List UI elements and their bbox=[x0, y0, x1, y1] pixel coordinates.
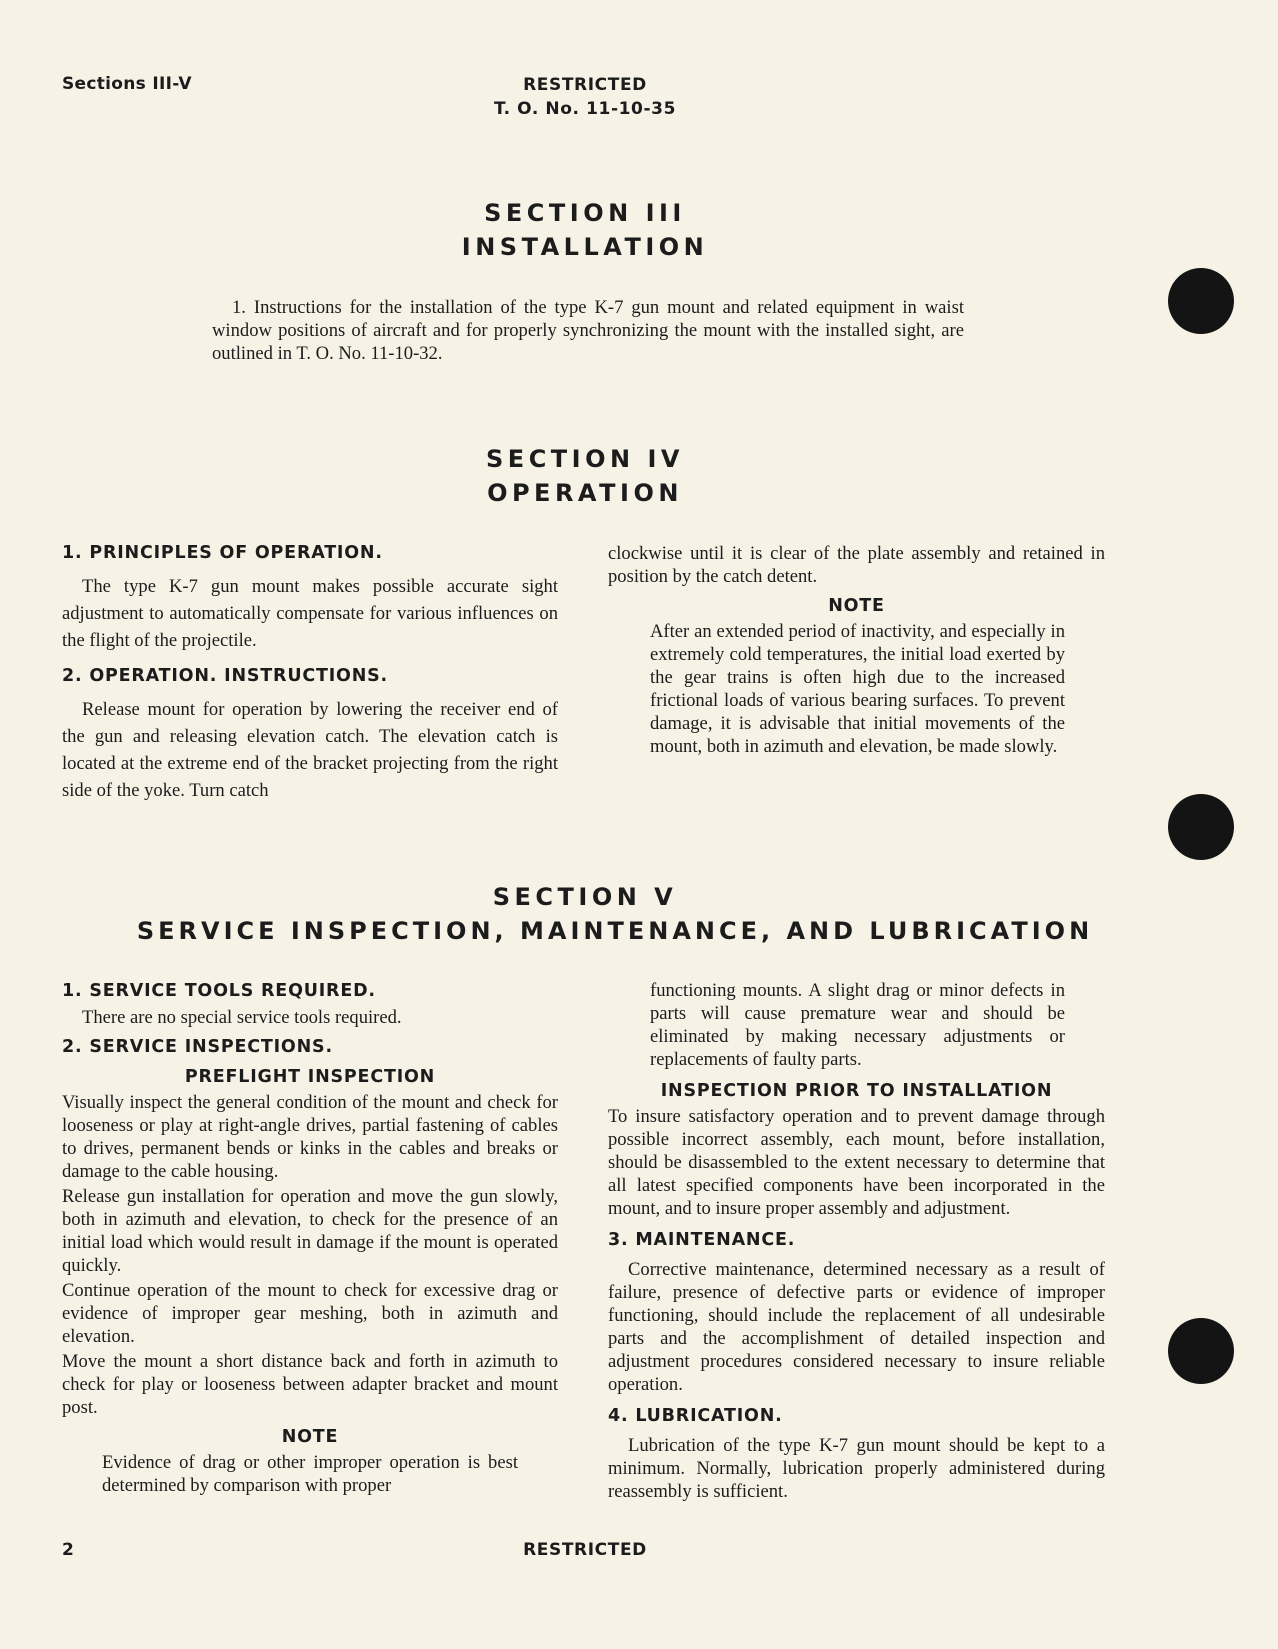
service-tools-paragraph: There are no special service tools required. bbox=[82, 1007, 402, 1028]
preflight-inspection-heading: PREFLIGHT INSPECTION bbox=[184, 1067, 436, 1087]
operation-instructions-paragraph: Release mount for operation by lowering the receiver end of the gun and releasing elevation catch. The elevation catch is located at the extreme end of the bracket projecting from the right side of the yoke. Turn catch bbox=[62, 699, 558, 801]
classification-footer: RESTRICTED bbox=[523, 1540, 647, 1560]
binder-hole-top bbox=[1168, 268, 1234, 334]
operation-instructions-continued: clockwise until it is clear of the plate assembly and retained in position by the catch detent. bbox=[608, 543, 1105, 587]
preflight-paragraph-4: Move the mount a short distance back and forth in azimuth to check for play or looseness between adapter bracket and mount post. bbox=[62, 1351, 558, 1418]
section-3-number: SECTION III bbox=[484, 199, 686, 227]
section-3-heading bbox=[0, 196, 1170, 264]
section-4-number: SECTION IV bbox=[486, 445, 684, 473]
section-5-left-column bbox=[62, 979, 558, 1497]
section-range-label: Sections III-V bbox=[62, 74, 192, 94]
inspection-prior-heading: INSPECTION PRIOR TO INSTALLATION bbox=[660, 1081, 1053, 1101]
section-5-heading bbox=[0, 880, 1170, 948]
maintenance-heading: 3. MAINTENANCE. bbox=[608, 1230, 796, 1250]
section-4-title: OPERATION bbox=[487, 479, 683, 507]
section-3-title: INSTALLATION bbox=[461, 233, 709, 261]
lubrication-heading: 4. LUBRICATION. bbox=[608, 1406, 783, 1426]
principles-paragraph: The type K-7 gun mount makes possible accurate sight adjustment to automatically compensate for various influences on the flight of the projectile. bbox=[62, 576, 558, 651]
lubrication-paragraph: Lubrication of the type K-7 gun mount should be kept to a minimum. Normally, lubrication properly administered during reassembly is sufficient. bbox=[608, 1435, 1105, 1502]
preflight-note-text: Evidence of drag or other improper operation is best determined by comparison with proper bbox=[102, 1452, 518, 1496]
operation-note-title: NOTE bbox=[828, 596, 885, 616]
preflight-note-continued: functioning mounts. A slight drag or minor defects in parts will cause premature wear and should be eliminated by making necessary adjustments or replacements of faulty parts. bbox=[650, 980, 1065, 1070]
section-4-heading bbox=[0, 442, 1170, 510]
section-3-paragraph: 1. Instructions for the installation of the type K-7 gun mount and related equipment in waist window positions of aircraft and for properly synchronizing the mount with the installed sight, are outlined in T. O. No. 11-10-32. bbox=[212, 297, 964, 364]
section-5-title: SERVICE INSPECTION, MAINTENANCE, AND LUBRICATION bbox=[136, 917, 1094, 945]
section-5-number: SECTION V bbox=[492, 883, 678, 911]
operation-instructions-heading: 2. OPERATION. INSTRUCTIONS. bbox=[62, 666, 388, 686]
binder-hole-bottom bbox=[1168, 1318, 1234, 1384]
section-4-right-column bbox=[608, 542, 1105, 758]
operation-note-text: After an extended period of inactivity, and especially in extremely cold temperatures, the initial load exerted by the gear trains is often high due to the increased frictional loads of various bearing surfaces. To prevent damage, it is advisable that initial movements of the mount, both in azimuth and elevation, be made slowly. bbox=[650, 621, 1065, 757]
preflight-paragraph-2: Release gun installation for operation and move the gun slowly, both in azimuth and elevation, to check for the presence of an initial load which would result in damage if the mount is operated quickly. bbox=[62, 1186, 558, 1276]
preflight-paragraph-3: Continue operation of the mount to check for excessive drag or evidence of improper gear meshing, both in azimuth and elevation. bbox=[62, 1280, 558, 1347]
maintenance-paragraph: Corrective maintenance, determined necessary as a result of failure, presence of defective parts or evidence of improper functioning, should include the replacement of all undesirable parts and the accomplishment of detailed inspection and adjustment procedures considered necessary to insure reliable operation. bbox=[608, 1259, 1105, 1395]
preflight-note-title: NOTE bbox=[281, 1427, 339, 1447]
classification-header: RESTRICTED bbox=[523, 75, 647, 95]
preflight-paragraph-1: Visually inspect the general condition of the mount and check for looseness or play at right-angle drives, partial fastening of cables to drives, permanent bends or kinks in the cables and breaks or damage to the cable housing. bbox=[62, 1092, 558, 1182]
header-block bbox=[0, 73, 1170, 121]
section-5-right-column bbox=[608, 979, 1105, 1503]
binder-hole-middle bbox=[1168, 794, 1234, 860]
technical-order-number: T. O. No. 11-10-35 bbox=[493, 99, 676, 119]
principles-heading: 1. PRINCIPLES OF OPERATION. bbox=[62, 543, 383, 563]
service-inspections-heading: 2. SERVICE INSPECTIONS. bbox=[62, 1037, 333, 1057]
section-4-left-column bbox=[62, 541, 558, 804]
page-number: 2 bbox=[62, 1540, 74, 1560]
service-tools-heading: 1. SERVICE TOOLS REQUIRED. bbox=[62, 981, 376, 1001]
inspection-prior-paragraph: To insure satisfactory operation and to prevent damage through possible incorrect assembly, each mount, before installation, should be disassembled to the extent necessary to determine that all latest specified components have been incorporated in the mount, and to insure proper assembly and adjustment. bbox=[608, 1106, 1105, 1219]
